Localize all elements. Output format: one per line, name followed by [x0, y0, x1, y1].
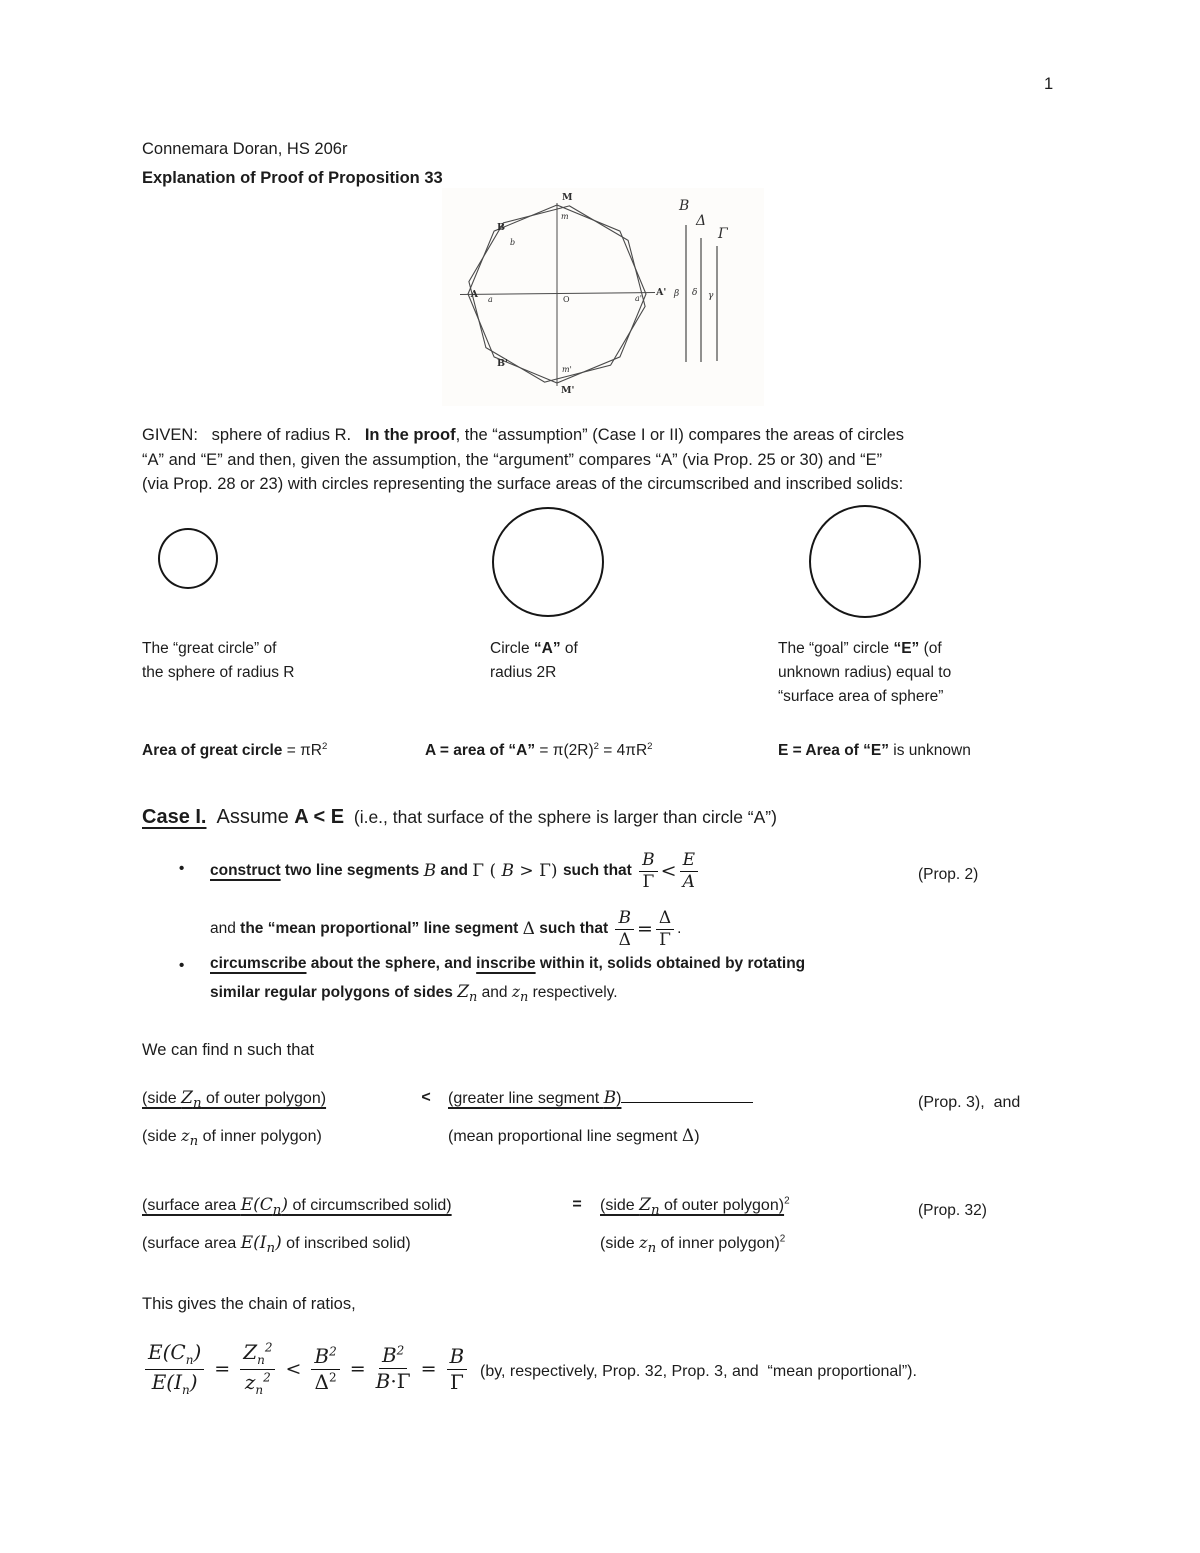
label-b: b — [510, 238, 516, 247]
label-A: A — [470, 289, 478, 300]
handwritten-Gamma-label: Γ — [718, 226, 728, 242]
bullet-marker: • — [179, 860, 185, 877]
fraction-E-over-A: $\frac{E}{A}$ — [680, 851, 698, 891]
side-ratio-comparison: (side $Z_n$ of outer polygon) < (greater line segment B) (side $z_n$ of inner polygon) (mean proportional line segment Δ) — [142, 1085, 753, 1155]
given-line1: GIVEN: sphere of radius R. In the proof, the “assumption” (Case I or II) compares the areas of circles — [142, 426, 904, 444]
label-m-prime: m' — [562, 365, 572, 374]
circle-E-caption: The “goal” circle “E” (of unknown radius) equal to “surface area of sphere” — [778, 640, 952, 705]
chain-of-ratios-formula: $\frac{E(C_n)}{E(I_n)}$ = $\frac{Z_n^2}{z_n^2}$ < $\frac{B^2}{\Delta^2}$ = $\frac{B^2}{B\cdot\Gamma}$ = $\frac{B}{\Gamma}$ — [142, 1334, 470, 1404]
document-title: Explanation of Proof of Proposition 33 — [142, 169, 443, 187]
prop-2-ref: (Prop. 2) — [918, 866, 979, 883]
great-circle-figure — [158, 528, 218, 589]
great-circle-caption: The “great circle” of the sphere of radius R — [142, 640, 295, 681]
handwritten-B-label: B — [679, 198, 690, 214]
chain-intro-line: This gives the chain of ratios, — [142, 1295, 356, 1313]
fraction-B-over-Delta: $\frac{B}{\Delta}$ — [615, 909, 634, 949]
label-M-prime: M' — [561, 385, 575, 396]
circle-A-caption: Circle “A” of radius 2R — [490, 640, 578, 681]
circle-E-area-formula: E = Area of “E” is unknown — [778, 742, 971, 759]
case-1-heading: Case I. Assume A < E (i.e., that surface of the sphere is larger than circle “A”) — [142, 806, 777, 828]
circle-E-figure — [809, 505, 921, 618]
fraction-B-over-Gamma-final: $\frac{B}{\Gamma}$ — [447, 1345, 468, 1394]
beta-label: β — [674, 289, 680, 299]
fraction-Delta-over-Gamma: $\frac{\Delta}{\Gamma}$ — [656, 909, 674, 949]
fraction-ECn-over-EIn: $\frac{E(C_n)}{E(I_n)}$ — [145, 1341, 204, 1398]
mean-proportional-line: and the “mean proportional” line segment Δ such that $\frac{B}{\Delta}$ = $\frac{\Delta}{\Gamma}$ . — [210, 908, 682, 950]
prop-32-ref: (Prop. 32) — [918, 1202, 987, 1219]
gamma-label: γ — [708, 291, 714, 301]
page-number: 1 — [1044, 75, 1054, 93]
label-m: m — [561, 212, 569, 221]
find-n-line: We can find n such that — [142, 1041, 315, 1059]
great-circle-area-formula: Area of great circle = $\pi R^2$ — [142, 740, 328, 759]
label-a: a — [488, 295, 493, 304]
fraction-Zn2-over-zn2: $\frac{Z_n^2}{z_n^2}$ — [240, 1341, 275, 1398]
given-line3: (via Prop. 28 or 23) with circles representing the surface areas of the circumscribed and inscribed solids: — [142, 475, 904, 493]
handwritten-Delta-label: Δ — [696, 213, 707, 229]
given-line2: “A” and “E” and then, given the assumption, the “argument” compares “A” (via Prop. 25 or 30) and “E” — [142, 450, 883, 469]
author-line: Connemara Doran, HS 206r — [142, 140, 348, 158]
label-B-prime: B' — [497, 358, 508, 369]
circle-A-figure — [492, 507, 604, 617]
label-a-prime: a' — [635, 294, 642, 303]
bullet-marker: • — [179, 957, 185, 974]
label-B: B — [497, 222, 506, 233]
given-paragraph — [142, 423, 1082, 497]
prop-3-ref: (Prop. 3), and — [918, 1094, 1021, 1111]
surface-area-ratio-comparison: (surface area $E(C_n)$ of circumscribed solid) = (side $Z_n$ of outer polygon)$^2$ (surface area $E(I_n)$ of inscribed solid) (side $z_n$ of inner polygon)$^2$ — [142, 1195, 790, 1257]
underline-extension — [621, 1088, 753, 1103]
octagon-figure — [442, 188, 764, 406]
fraction-B2-over-Delta2: $\frac{B^2}{\Delta^2}$ — [311, 1345, 339, 1394]
construct-bullet: construct two line segments B and Γ ( B > Γ ) such that $\frac{B}{\Gamma}$ < $\frac{E}{A}$ — [210, 840, 701, 902]
chain-justification-note: (by, respectively, Prop. 32, Prop. 3, and “mean proportional”). — [480, 1363, 917, 1380]
label-O: O — [563, 295, 570, 304]
fraction-B2-over-BGamma: $\frac{B^2}{B\cdot\Gamma}$ — [375, 1343, 411, 1393]
circumscribe-bullet: circumscribe about the sphere, and inscribe within it, solids obtained by rotating similar regular polygons of sides $Z_n$ and $z_n$ respectively. — [210, 955, 806, 1006]
fraction-B-over-Gamma: $\frac{B}{\Gamma}$ — [639, 851, 658, 891]
label-M: M — [562, 192, 573, 203]
label-A-prime: A' — [656, 287, 667, 298]
delta-label: δ — [692, 288, 698, 298]
circle-A-area-formula: A = area of “A” = $\pi(2R)^2 = 4\pi R^2$ — [425, 740, 653, 759]
